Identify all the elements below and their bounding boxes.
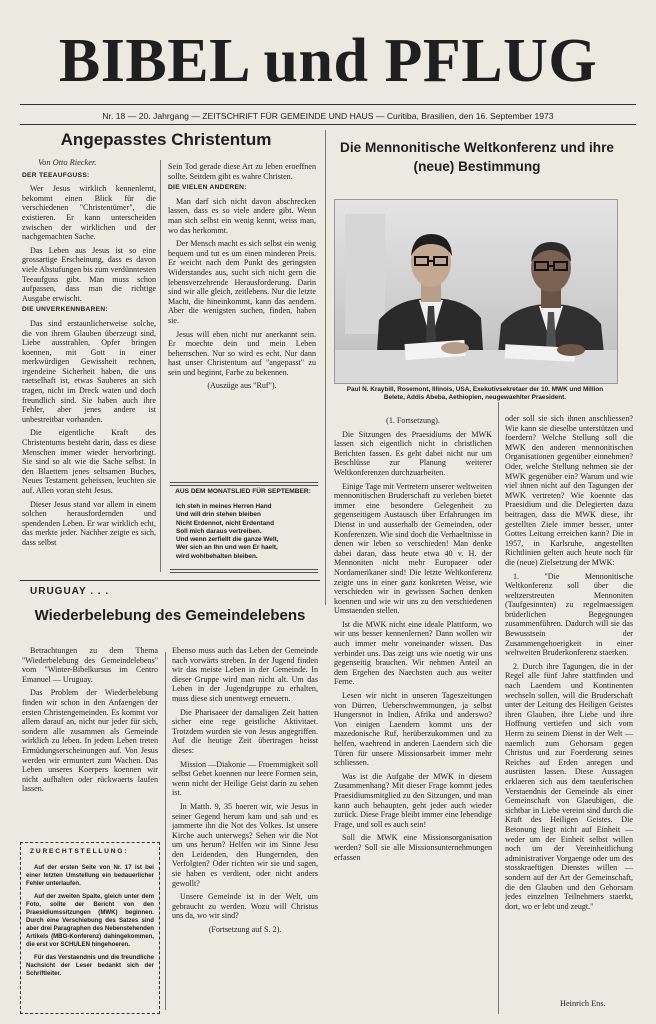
paragraph: Mission —Diakonie — Froemmigkeit soll selbst Gebet koennen nur leere Formen sein, wenn nicht der Heilige Geist darin zu sehen ist. bbox=[172, 759, 318, 798]
monatslied-rule bbox=[170, 482, 318, 486]
article2-photo bbox=[334, 199, 618, 384]
paragraph: Für das Verstaendnis und die freundliche Nachsicht der Leser bedankt sich der Schriftleiter. bbox=[26, 954, 154, 977]
article2-signature: Heinrich Ens. bbox=[560, 999, 606, 1008]
paragraph: Unsere Gemeinde ist in der Welt, um gebraucht zu werden. Wozu will Christus uns da, wo wir sind? bbox=[172, 892, 318, 921]
monatslied-heading: AUS DEM MONATSLIED FÜR SEPTEMBER: bbox=[175, 488, 311, 495]
paragraph: Jesus will eben nicht nur anerkannt sein. Er moechte dein und mein Leben beherrschen. Nur so wird es echt. Nur dann hast unser Christentum auf "angepasst" zu sein und beginnt, Farbe zu bekennen. bbox=[168, 329, 316, 377]
article3-column-2 bbox=[172, 646, 318, 1014]
monatslied-rule bbox=[170, 569, 318, 573]
paragraph: Man darf sich nicht davon abschrecken lassen, dass es so viele andere gibt. Wenn man sich selbst ein wenig kennt, weiss man, wo das herkommt. bbox=[168, 196, 316, 235]
poem-line: Und will drin stehen bleiben bbox=[176, 511, 261, 519]
article1-column-2 bbox=[168, 162, 316, 462]
column-rule bbox=[325, 130, 326, 605]
column-rule bbox=[498, 402, 499, 1014]
photo-caption: Paul N. Kraybill, Rosemont, Illinois, USA, Exekutivsekretaer der 10. MWK und Million Belete, Addis Abeba, Aethiopien, neugewaehlter Praesident. bbox=[346, 386, 604, 402]
paragraph: Einige Tage mit Vertretern unserer weltweiten mennonitischen Bruderschaft zu verleben bietet immer eine besondere Gelegenheit zu gegenseitigem Austausch über Erfahrungen im Dienst in und ausserhalb der Gemeinden, oder Konferenzen. Wie sind doch die Verhaeltnisse in denen wir leben so verschieden! Man denke dabei daran, dass heute etwa 40 v. H. der Mennoniten nicht mehr Europaeer oder Nordamerikaner sind! Die letzte Weltkonferenz zeigte uns in einer ganz konkreten Weise, wie verschieden wir in gewissen Sachen denken koennen und wie wir uns zu den verschiedenen Umstaenden stellen. bbox=[334, 481, 492, 616]
paragraph: Der Mensch macht es sich selbst ein wenig bequem und tut es um einen minderen Preis. Er weicht nach dem Punkt des geringsten Widerstandes aus, sucht sich nicht gern die lebensverzehrende Herausforderung. Darin sind wir alle gleich, zeitlebens. Nur die letzte Macht, die hineinkommt, kann das aendern. Aber die wenigsten suchen, finden, haben sie. bbox=[168, 239, 316, 325]
paragraph: Das Leben aus Jesus ist so eine grossartige Erscheinung, dass es davon viele Abstufungen bis zum verdünntesten Teeaufguss gibt. Man muss schon aufpassen, dass man die richtige Ausgabe erwischt. bbox=[22, 245, 156, 303]
poem-line: Ich steh in meines Herren Hand bbox=[176, 503, 272, 510]
paragraph: Die eigentliche Kraft des Christentums besteht darin, dass es diese Menschen immer wieder hervorbringt. Sie sind so alt wie die Sache selbst. In den Blaettern jenes seltsamen Buches, Neues Testament geheissen, leuchten sie auf. Allen voran steht Jesus. bbox=[22, 428, 156, 495]
poem-line: Soll mich daraus vertreiben. bbox=[176, 527, 262, 535]
paragraph: Soll die MWK eine Missionsorganisation werden? Soll sie alle Missionsunternehmungen erfassen bbox=[334, 833, 492, 862]
poem-line: Nicht Erdennot, nicht Erdentand bbox=[176, 519, 274, 527]
paragraph: 1. "Die Mennonitische Weltkonferenz soll über die weltzerstreuten Mennoniten (Taufgesinnten) zu regelmaessigen brüderlichen Begegnungen zusammenführen. Dadurch will sie das Bewusstsein der Zusammengehoerigkeit in einer weltweiten Bruderkonferenz staerken. bbox=[505, 571, 633, 658]
paragraph: Wer Jesus wirklich kennenlernt, bekommt einen Blick für die verschiedenen "Christentümer", die existieren. Er kann unterscheiden zwischen der wirklichen und der nachgemachten Sache. bbox=[22, 184, 156, 242]
paragraph: Was ist die Aufgabe der MWK in diesem Zusammenhang? Mit dieser Frage kommt jedes Praesidiumsmitglied zu den Sitzungen, und man kann auch behaupten, geht jeder auch wieder zurück. Diese Frage bleibt immer eine lebendige Frage, und soll es auch sein! bbox=[334, 771, 492, 829]
poem-line: wird wohlbehalten bleiben. bbox=[176, 552, 258, 560]
paragraph: Ist die MWK nicht eine ideale Plattform, wo wir uns besser kennenlernen? Dann wollen wir auch immer mehr voneinander wissen. Das verbindet uns. Das zeigt uns wie noetig wir uns gegenseitig brauchen. Wir nehmen Anteil an dem Ergehen des Naechsten auch aus weiter Ferne. bbox=[334, 619, 492, 687]
correction-body bbox=[26, 864, 154, 983]
subheading: DIE VIELEN ANDEREN: bbox=[168, 184, 247, 192]
note: (Auszüge aus "Ruf"). bbox=[207, 381, 277, 391]
monatslied-poem bbox=[176, 503, 318, 561]
masthead-subline: Nr. 18 — 20. Jahrgang — ZEITSCHRIFT FÜR GEMEINDE UND HAUS — Curitiba, Brasilien, den 16. September 1973 bbox=[102, 111, 554, 121]
poem-line: Wer sich an Ihn und wen Er haelt, bbox=[176, 544, 278, 552]
masthead-rule-top bbox=[20, 104, 636, 105]
paragraph: Betrachtungen zu dem Thema "Wiederbelebung des Gemeindelebens" vom "Winter-Bibelkursus im Centro Emanuel — Uruguay. bbox=[22, 646, 158, 684]
article3-kicker: URUGUAY . . . bbox=[30, 586, 110, 597]
paragraph: Lesen wir nicht in unseren Tageszeitungen von Dürren, Ueberschwemmungen, ja selbst Hungersnot in Indien, Afrika und anderswo? Von einigen Laendern kommt uns der mazedonische Ruf, herüberzukommen und zu helfen, waehrend in anderen Laendern sich die Türen für unsere Missionsarbeit immer mehr schliessen. bbox=[334, 691, 492, 768]
paragraph: In Matth. 9, 35 hoeren wir, wie Jesus in seiner Gegend herum kam und sah und es jammerte ihn die Not des Volkes. Ist unsere Kirche auch unterwegs? Sehen wir die Not um uns herum? Helfen wir im Sinne Jesu den Leidenden, den Hungernden, den Verfolgten? Oder richten wir sie und sagen, sie haben es verdient, oder nicht anders gewollt? bbox=[172, 801, 318, 888]
paragraph: Auf der zweiten Spalte, gleich unter dem Foto, sollte der Bericht von den Praesidiumssitzungen (MWK) beginnen. Durch eine Verschiebung des Satzes sind aber drei Paragraphen des Nebenstehenden Artikels (MBG-Konferenz) dahingekommen, die erst vor SCHULEN hingehoeren. bbox=[26, 893, 154, 948]
note: (Fortsetzung auf S. 2). bbox=[208, 925, 282, 935]
article2-column-2 bbox=[505, 414, 633, 998]
article2-column-1 bbox=[334, 416, 492, 1016]
subheading: DER TEEAUFGUSS: bbox=[22, 171, 90, 179]
column-rule bbox=[165, 652, 166, 1010]
paragraph: Auf der ersten Seite von Nr. 17 ist bei einer letzten Umstellung ein bedauerlicher Fehler unterlaufen. bbox=[26, 864, 154, 887]
paragraph: Ebenso muss auch das Leben der Gemeinde nach vorwärts streben. In der Jugend finden wir das meiste Leben in der Gemeinde. In dieser Gruppe wird man nicht alt. Um das Leben in der Jugendgruppe zu erhalten, muss diese sich unentwegt erneuern. bbox=[172, 646, 318, 703]
article-headline: Angepasstes Christentum bbox=[60, 130, 272, 149]
paragraph: Die Pharisaeer der damaligen Zeit hatten sicher eine rege geistliche Aktivitaet. Trotzdem wurden sie von Jesus angegriffen. Auf die heutige Zeit übertragen heisst dieses: bbox=[172, 707, 318, 755]
poem-line: Und wenn zerfiellt die ganze Welt, bbox=[176, 536, 279, 544]
masthead-title: BIBEL und PFLUG bbox=[58, 27, 598, 95]
portrait-photo bbox=[335, 200, 617, 383]
correction-heading: Z U R E C H T S T E L L U N G : bbox=[30, 848, 127, 855]
article-headline: Die Mennonitische Weltkonferenz und ihre (neue) Bestimmung bbox=[340, 140, 614, 174]
article1-column-1 bbox=[22, 158, 156, 582]
article-headline: Wiederbelebung des Gemeindelebens bbox=[34, 607, 306, 624]
paragraph: Die Sitzungen des Praesidiums der MWK lassen sich eigentlich nicht in christlichen Berichten fassen. Es geht dabei nicht nur um Beschlüsse zur Planung weiterer Weltkonferenzen durchzuarbeiten. bbox=[334, 429, 492, 477]
paragraph: Das sind erstaunlicherweise solche, die von ihrem Glauben überzeugt sind, Liebe ausstrahlen, Opfer bringen koennen, mit Gott in einer merkwürdigen Gewissheit rechnen, irgendeine Sicherheit haben, die uns raetselhaft ist, etwas Sauberes an sich tragen, nicht im Dreck waten und doch freundlich sind. Sie haben auch ihre Fehler, aber jenes andere ist unbestreitbar vorhanden. bbox=[22, 318, 156, 424]
paragraph: oder soll sie sich ihnen anschliessen? Wie kann sie dieselbe unterstützen und foerdern? Welche Stellung soll die MWK den anderen mennonitischen Organisationen gegenüber einnehmen? Oder, welche Stellung nehmen sie der MWK gegenüber ein? Warum und wie viel ihnen nicht auf den Tagungen der MWK vertreten? Wie koennte das Praesidium und die Delegierten dazu beitragen, dass die MWK diese, ihr gestellten Ziele immer besser, unter Gottes Leitung erreichen kann? Die in 1957, in Karlsruhe, angestellten Richtlinien gelten auch heute noch für die (neue) Zielsetzung der MWK: bbox=[505, 414, 633, 567]
note: (1. Fortsetzung). bbox=[386, 416, 440, 425]
column-rule bbox=[160, 160, 161, 572]
masthead-rule-bottom bbox=[20, 124, 636, 125]
section-rule bbox=[20, 580, 320, 581]
paragraph: Das Problem der Wiederbelebung finden wir schon in den Anfaengen der ersten Christengemeinden. Es kommt vor allem darauf an, nicht nur jeder für sich, sondern alle zusammen als Gemeinde wirklich zu leben. In jedem Leben treten Ermüdungserscheinungen auf. Von Jesus werden wir ermuntert zum Wachen. Das Leben unseres Koerpers koennen wir nicht aufhalten oder rückwaerts laufen lassen. bbox=[22, 688, 158, 794]
article3-column-1 bbox=[22, 646, 158, 840]
subheading: DIE UNVERKENNBAREN: bbox=[22, 306, 108, 314]
article-byline: Von Otto Riecker. bbox=[38, 158, 97, 167]
paragraph: 2. Durch ihre Tagungen, die in der Regel alle fünf Jahre stattfinden und nach Laendern und Kontinenten wechseln sollen, will die Bruderschaft unter der Leitung des Heiligen Geistes ihren Glauben, ihre Liebe und ihre Hoffnung vertiefen und sich vom Herrn zu seinem Dienst in der Welt — naemlich zum Gehorsam gegen Christus und zur Foerderung seines Reiches auf Erden anregen und ausrüsten lassen. Diese Aussagen erklaeren sich aus dem taeuferischen Verstaendnis der Gemeinde als einer Gemeinschaft von Glaeubigen, die sichtbar in Liebe vereint sind durch die Kraft des Heiligen Geistes. Die Betonung liegt nicht auf Einheit — weder um der Einheit selbst willen noch um der Vereinheitlichung administrativer Vorgaenge oder um des stosskraeftigen Dienstes willen — sondern auf der Art der Gemeinschaft, die den Glauben und den Gehorsam jedes einzelnen Teilnehmers staerkt, dort, wo er lebt und zeugt." bbox=[505, 661, 633, 911]
paragraph: Dieser Jesus stand vor allem in einem solchen herausfordernden und spendenden Leben. Er war wirklich echt, das merkte jeder. Nachher zeigte es sich, dass selbst bbox=[22, 499, 156, 547]
paragraph: Sein Tod gerade diese Art zu leben eroeffnen sollte. Seitdem gibt es wahre Christen. bbox=[168, 162, 316, 181]
